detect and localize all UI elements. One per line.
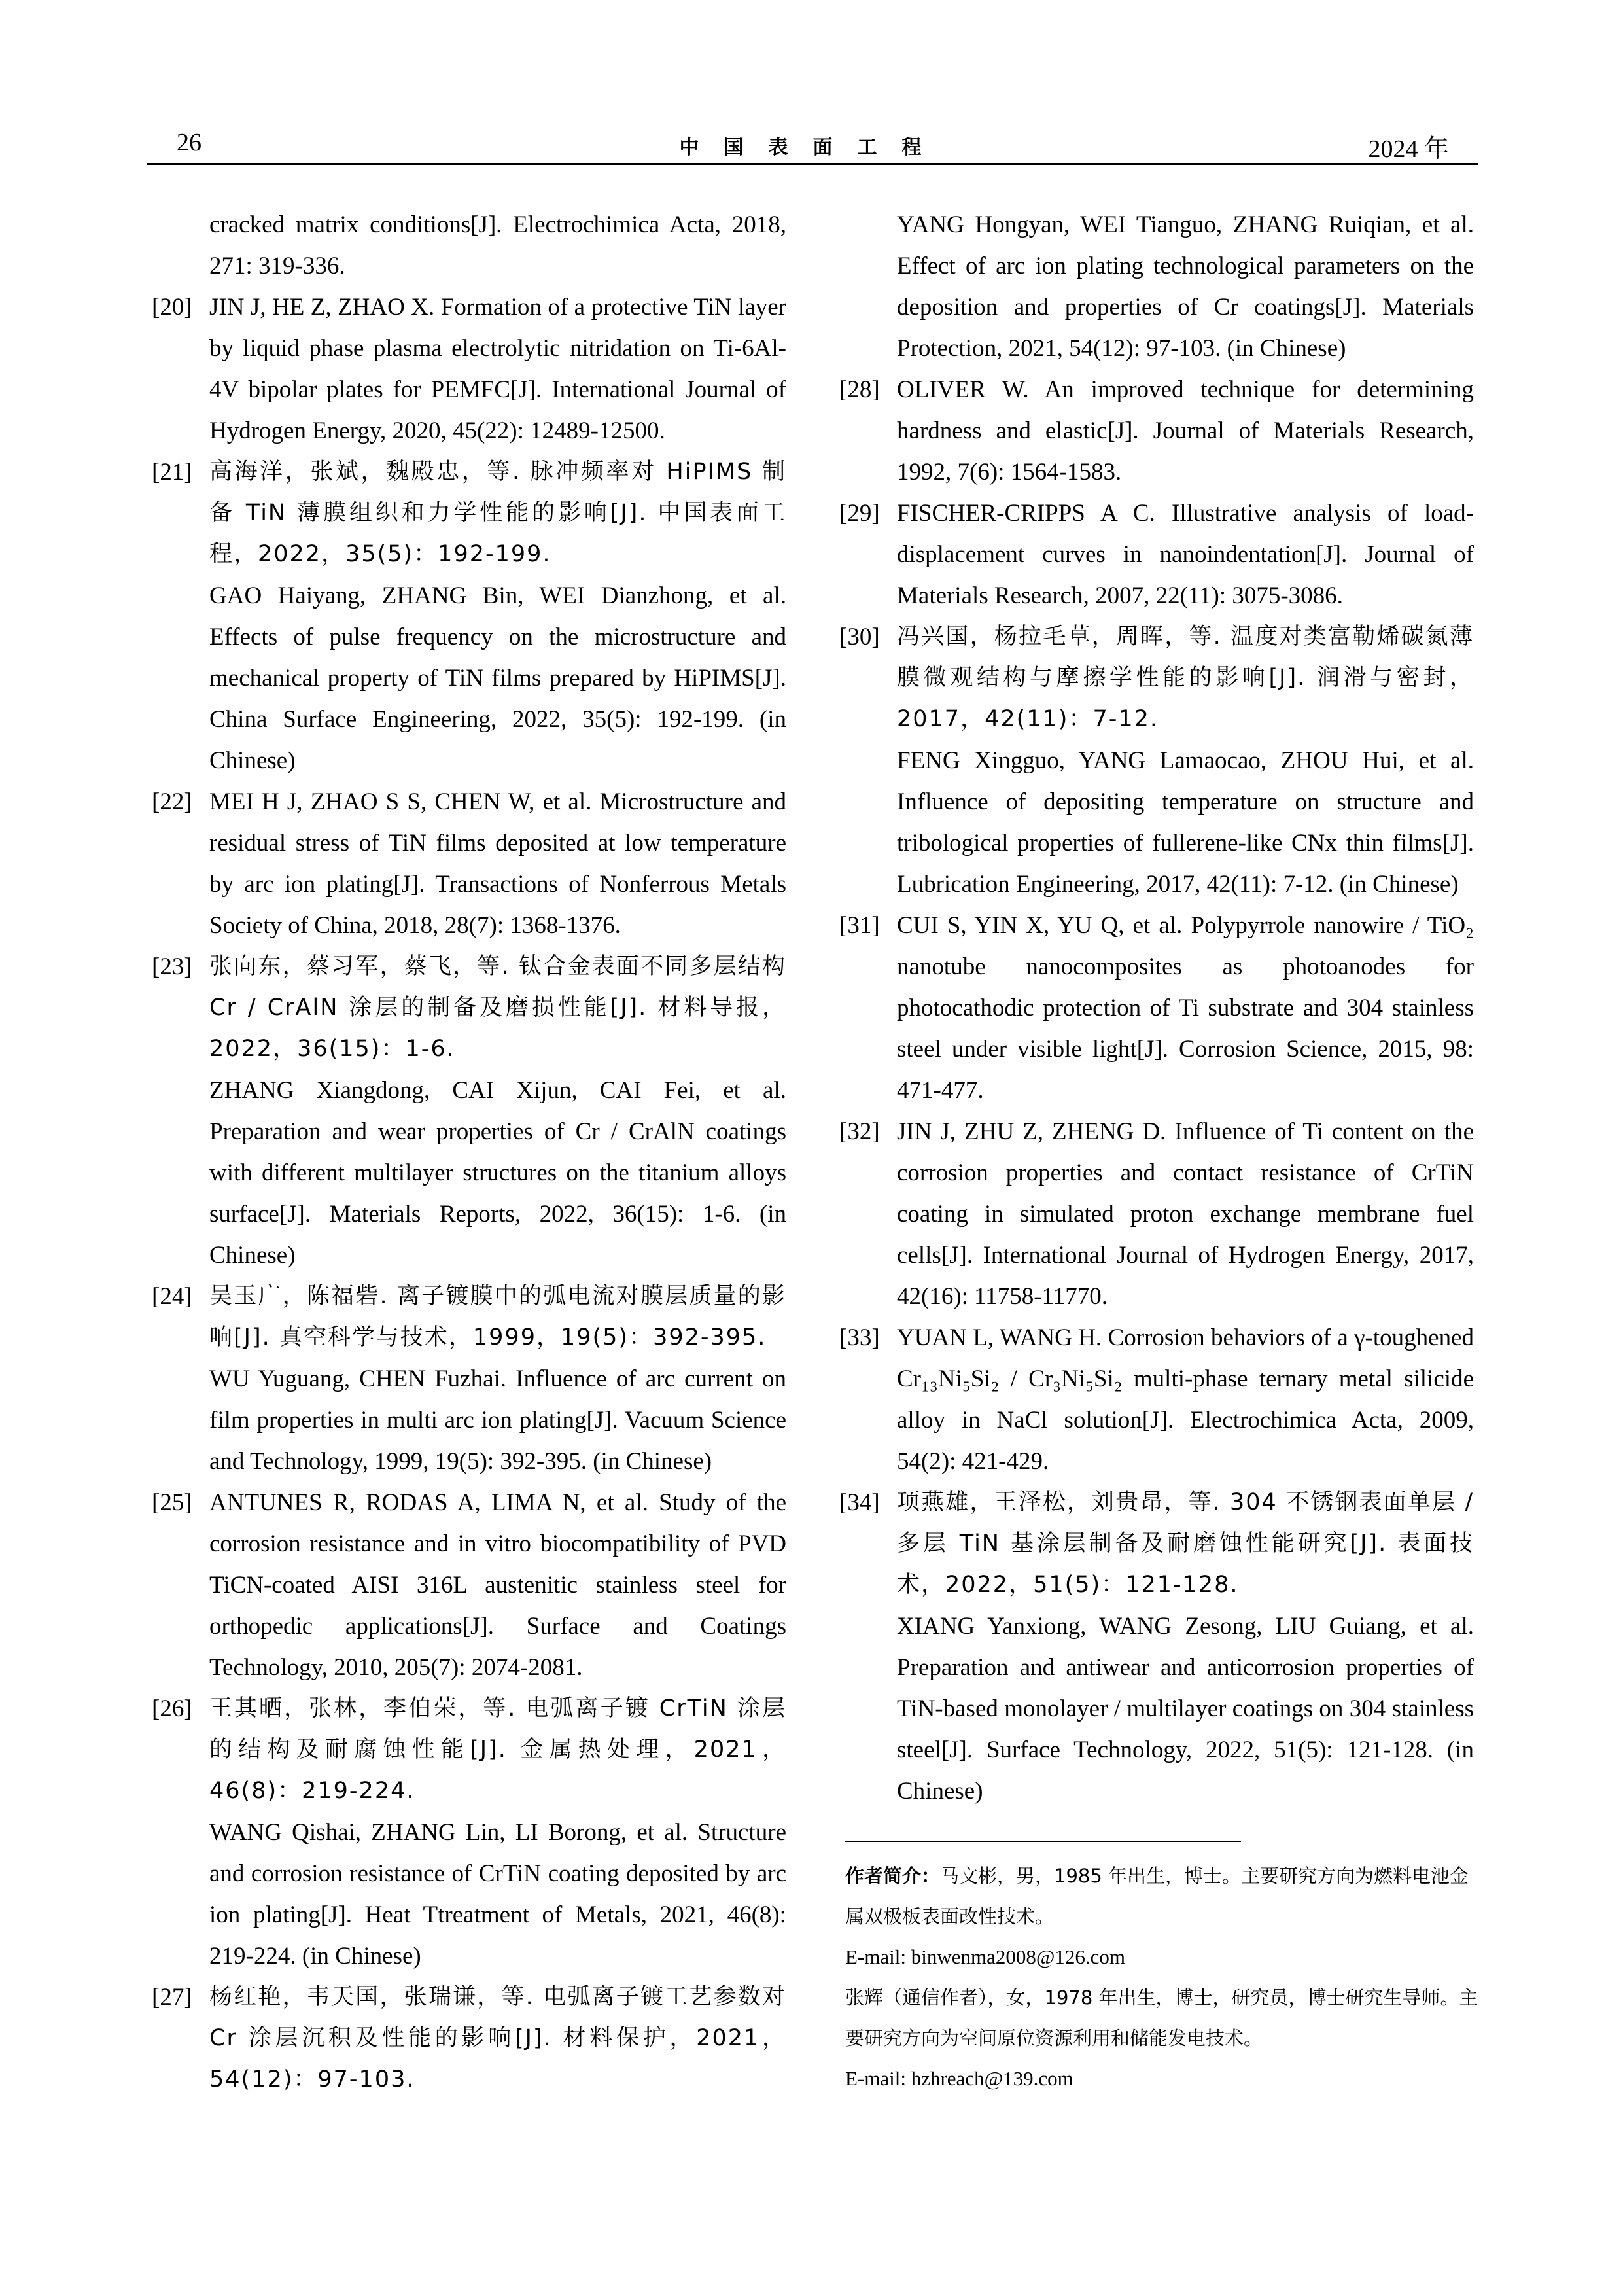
reference-entry — [839, 1317, 1474, 1482]
reference-number: [29] — [839, 500, 880, 527]
journal-title: 中国表面工程 — [679, 137, 947, 158]
reference-text: YUAN L, WANG H. Corrosion behaviors of a γ-toughened Cr₁₃Ni₅Si₂ / Cr₃Ni₅Si₂ multi-phase ternary metal silicide alloy in NaCl solution[J]. Electrochimica Acta, 2009, 54(2): 421-429. — [897, 1324, 1474, 1475]
reference-text: XIANG Yanxiong, WANG Zesong, LIU Guiang, et al. Preparation and antiwear and anticorrosion properties of TiN-based monolayer / multilayer coatings on 304 stainless steel[J]. Surface Technology, 2022, 51(5): 121-128. (in Chinese) — [897, 1613, 1474, 1805]
reference-entry — [839, 1482, 1474, 1812]
reference-text: ZHANG Xiangdong, CAI Xijun, CAI Fei, et al. Preparation and wear properties of Cr / CrAlN coatings with different multilayer structures on the titanium alloys surface[J]. Materials Reports, 2022, 36(15): 1-6. (in Chinese) — [209, 1077, 786, 1269]
reference-text-chinese: 张向东，蔡习军，蔡飞，等. 钛合金表面不同多层结构 Cr / CrAlN 涂层的制备及磨损性能[J]. 材料导报，2022，36(15)：1-6. — [209, 953, 786, 1062]
reference-text-chinese: 冯兴国，杨拉毛草，周晖，等. 温度对类富勒烯碳氮薄膜微观结构与摩擦学性能的影响[J]. 润滑与密封，2017，42(11)：7-12. — [897, 624, 1474, 732]
reference-entry — [152, 204, 786, 287]
reference-text: WANG Qishai, ZHANG Lin, LI Borong, et al. Structure and corrosion resistance of CrTiN coating deposited by arc ion plating[J]. Heat Ttreatment of Metals, 2021, 46(8): 219-224. (in Chinese) — [209, 1819, 786, 1969]
reference-number: [24] — [152, 1283, 192, 1310]
publication-year: 2024 年 — [1368, 135, 1449, 163]
reference-text: CUI S, YIN X, YU Q, et al. Polypyrrole nanowire / TiO₂ nanotube nanocomposites as photoanodes for photocathodic protection of Ti substrate and 304 stainless steel under visible light[J]. Corrosion Science, 2015, 98: 471-477. — [897, 912, 1474, 1104]
author2-email: E-mail: hzhreach@139.com — [845, 2067, 1073, 2090]
reference-text: FISCHER-CRIPPS A C. Illustrative analysis of load-displacement curves in nanoindentation[J]. Journal of Materials Research, 2007, 22(11): 3075-3086. — [897, 500, 1474, 609]
reference-number: [27] — [152, 1984, 192, 2011]
reference-number: [20] — [152, 294, 192, 321]
reference-entry — [839, 616, 1474, 905]
reference-number: [22] — [152, 788, 192, 815]
reference-text: JIN J, HE Z, ZHAO X. Formation of a protective TiN layer by liquid phase plasma electrolytic nitridation on Ti-6Al-4V bipolar plates for PEMFC[J]. International Journal of Hydrogen Energy, 2020, 45(22): 12489-12500. — [209, 294, 786, 444]
reference-entry — [152, 287, 786, 451]
reference-text-chinese: 杨红艳，韦天国，张瑞谦，等. 电弧离子镀工艺参数对 Cr 涂层沉积及性能的影响[J]. 材料保护，2021，54(12)：97-103. — [209, 1984, 786, 2093]
reference-text-chinese: 王其晒，张林，李伯荣，等. 电弧离子镀 CrTiN 涂层的结构及耐腐蚀性能[J]. 金属热处理，2021，46(8)：219-224. — [209, 1695, 786, 1804]
reference-number: [28] — [839, 376, 880, 403]
reference-number: [23] — [152, 953, 192, 980]
reference-text-chinese: 高海洋，张斌，魏殿忠，等. 脉冲频率对 HiPIMS 制备 TiN 薄膜组织和力学性能的影响[J]. 中国表面工程，2022，35(5)：192-199. — [209, 459, 786, 567]
reference-entry — [152, 1482, 786, 1688]
reference-text-chinese: 吴玉广，陈福砦. 离子镀膜中的弧电流对膜层质量的影响[J]. 真空科学与技术，1999，19(5)：392-395. — [209, 1283, 786, 1351]
reference-number: [32] — [839, 1118, 880, 1145]
reference-number: [21] — [152, 459, 192, 486]
reference-entry — [839, 1111, 1474, 1317]
author2-bio: 张辉（通信作者），女，1978 年出生，博士，研究员，博士研究生导师。主要研究方向为空间原位资源利用和储能发电技术。 — [845, 1987, 1478, 2049]
reference-number: [25] — [152, 1489, 192, 1516]
reference-number: [26] — [152, 1695, 192, 1722]
header-rule — [147, 163, 1478, 165]
author-footnote — [845, 1856, 1480, 2099]
reference-text: ANTUNES R, RODAS A, LIMA N, et al. Study of the corrosion resistance and in vitro biocompatibility of PVD TiCN-coated AISI 316L austenitic stainless steel for orthopedic applications[J]. Surface and Coatings Technology, 2010, 205(7): 2074-2081. — [209, 1489, 786, 1681]
reference-text-chinese: 项燕雄，王泽松，刘贵昂，等. 304 不锈钢表面单层 / 多层 TiN 基涂层制备及耐磨蚀性能研究[J]. 表面技术，2022，51(5)：121-128. — [897, 1489, 1474, 1598]
reference-text: GAO Haiyang, ZHANG Bin, WEI Dianzhong, et al. Effects of pulse frequency on the microstructure and mechanical property of TiN films prepared by HiPIMS[J]. China Surface Engineering, 2022, 35(5): 192-199. (in Chinese) — [209, 582, 786, 774]
reference-entry — [839, 905, 1474, 1111]
page-header — [147, 128, 1478, 165]
footnote-rule — [845, 1841, 1241, 1842]
reference-text: YANG Hongyan, WEI Tianguo, ZHANG Ruiqian, et al. Effect of arc ion plating technological parameters on the deposition and properties of Cr coatings[J]. Materials Protection, 2021, 54(12): 97-103. (in Chinese) — [897, 211, 1474, 362]
reference-number: [33] — [839, 1324, 880, 1351]
reference-text: WU Yuguang, CHEN Fuzhai. Influence of arc current on film properties in multi arc ion plating[J]. Vacuum Science and Technology, 1999, 19(5): 392-395. (in Chinese) — [209, 1366, 786, 1475]
reference-entry — [152, 1977, 786, 2100]
reference-text: OLIVER W. An improved technique for determining hardness and elastic[J]. Journal of Materials Research, 1992, 7(6): 1564-1583. — [897, 376, 1474, 486]
reference-text: FENG Xingguo, YANG Lamaocao, ZHOU Hui, et al. Influence of depositing temperature on structure and tribological properties of fullerene-like CNx thin films[J]. Lubrication Engineering, 2017, 42(11): 7-12. (in Chinese) — [897, 747, 1474, 898]
reference-entry — [839, 369, 1474, 493]
reference-entry — [839, 204, 1474, 369]
reference-text: MEI H J, ZHAO S S, CHEN W, et al. Microstructure and residual stress of TiN films deposited at low temperature by arc ion plating[J]. Transactions of Nonferrous Metals Society of China, 2018, 28(7): 1368-1376. — [209, 788, 786, 939]
footnote-label: 作者简介： — [845, 1865, 941, 1887]
references-right-column — [839, 204, 1474, 1812]
author1-email: E-mail: binwenma2008@126.com — [845, 1945, 1126, 1968]
reference-entry — [839, 493, 1474, 616]
author1-bio: 马文彬，男，1985 年出生，博士。主要研究方向为燃料电池金属双极板表面改性技术。 — [845, 1865, 1469, 1928]
reference-number: [30] — [839, 624, 880, 650]
reference-entry — [152, 1688, 786, 1977]
reference-number: [34] — [839, 1489, 880, 1516]
reference-text: cracked matrix conditions[J]. Electrochimica Acta, 2018, 271: 319-336. — [209, 211, 786, 279]
reference-number: [31] — [839, 912, 880, 939]
reference-entry — [152, 451, 786, 781]
reference-entry — [152, 781, 786, 946]
page-number: 26 — [177, 129, 201, 156]
references-left-column — [152, 204, 786, 2100]
reference-entry — [152, 946, 786, 1276]
reference-entry — [152, 1276, 786, 1482]
reference-text: JIN J, ZHU Z, ZHENG D. Influence of Ti content on the corrosion properties and contact resistance of CrTiN coating in simulated proton exchange membrane fuel cells[J]. International Journal of Hydrogen Energy, 2017, 42(16): 11758-11770. — [897, 1118, 1474, 1310]
